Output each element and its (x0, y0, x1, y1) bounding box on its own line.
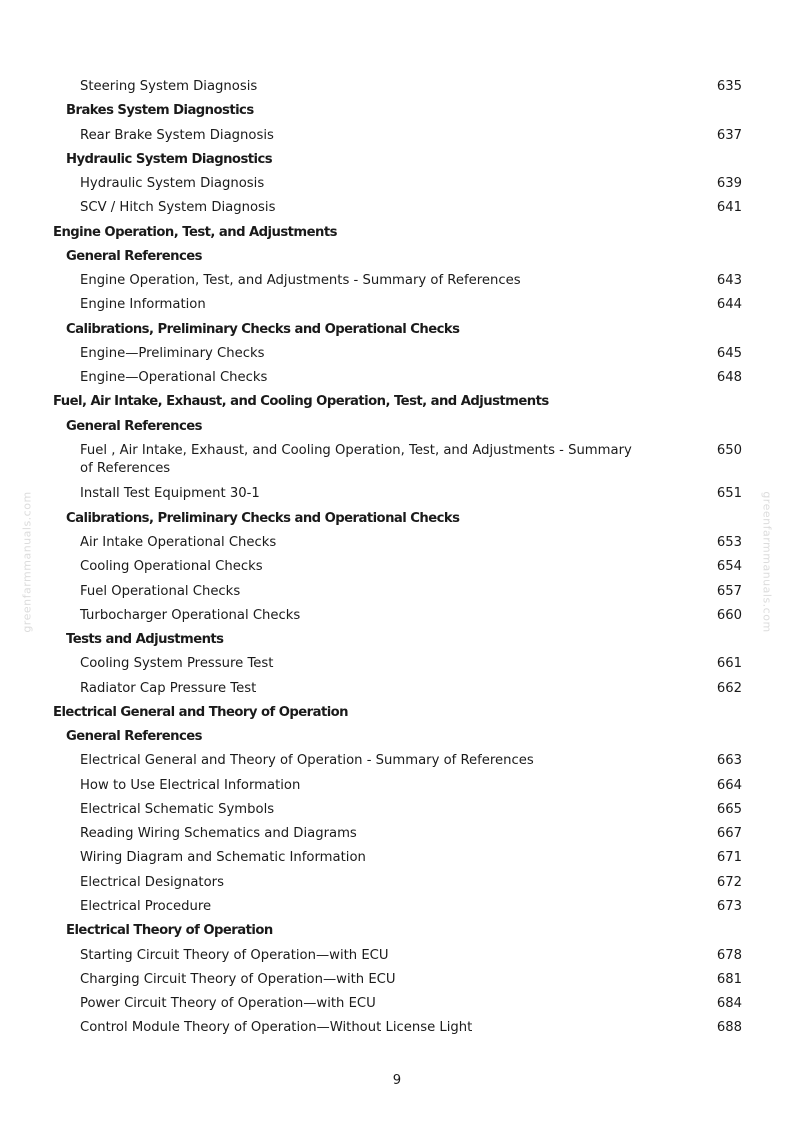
toc-entry[interactable] (0, 172, 794, 196)
toc-entry-page: 657 (716, 583, 742, 599)
toc-entry[interactable] (0, 293, 794, 317)
toc-entry-title: Tests and Adjustments (66, 632, 224, 648)
toc-entry-title: Electrical General and Theory of Operation (53, 704, 349, 720)
toc-entry-page: 645 (716, 345, 742, 361)
toc-entry-page: 653 (716, 535, 742, 551)
toc-entry-page: 684 (716, 996, 742, 1012)
toc-entry-page: 673 (716, 899, 742, 914)
toc-subsection-heading[interactable] (0, 919, 794, 943)
table-of-contents (0, 75, 794, 1041)
toc-entry[interactable] (0, 968, 794, 992)
toc-entry-title: Wiring Diagram and Schematic Information (80, 850, 366, 866)
toc-entry-page: 665 (716, 801, 742, 817)
toc-entry-page: 678 (716, 947, 742, 963)
toc-subsection-heading[interactable] (0, 99, 794, 123)
toc-entry-page: 661 (716, 656, 742, 672)
toc-section-heading[interactable] (0, 221, 794, 245)
toc-entry-title: Starting Circuit Theory of Operation—with ECU (80, 947, 389, 963)
toc-entry[interactable] (0, 944, 794, 968)
toc-entry-title: Control Module Theory of Operation—Without License Light (80, 1020, 473, 1036)
toc-entry-title: Engine Information (80, 297, 206, 313)
toc-entry-title: Engine Operation, Test, and Adjustments (53, 224, 337, 240)
toc-entry-title: Radiator Cap Pressure Test (80, 680, 257, 696)
toc-entry-page: 651 (716, 486, 742, 502)
watermark-right: greenfarmmanuals.com (760, 491, 774, 633)
toc-entry[interactable] (0, 439, 794, 483)
toc-entry[interactable] (0, 196, 794, 220)
toc-entry[interactable] (0, 652, 794, 676)
toc-entry-title: Electrical Schematic Symbols (80, 801, 275, 817)
toc-entry-page: 664 (716, 777, 742, 793)
toc-subsection-heading[interactable] (0, 628, 794, 652)
toc-entry-page: 667 (716, 826, 742, 842)
toc-entry[interactable] (0, 124, 794, 148)
toc-entry[interactable] (0, 846, 794, 870)
toc-subsection-heading[interactable] (0, 318, 794, 342)
toc-entry-page: 672 (716, 874, 742, 890)
toc-entry-page: 660 (716, 607, 742, 623)
toc-entry-title: Electrical Procedure (80, 899, 212, 914)
toc-subsection-heading[interactable] (0, 245, 794, 269)
watermark-left: greenfarmmanuals.com (20, 491, 34, 633)
toc-section-heading[interactable] (0, 390, 794, 414)
toc-entry-page: 641 (716, 200, 742, 216)
toc-entry[interactable] (0, 269, 794, 293)
page-number: 9 (392, 1073, 402, 1088)
toc-entry[interactable] (0, 992, 794, 1016)
toc-entry-page: 663 (716, 753, 742, 769)
toc-entry-page: 671 (716, 850, 742, 866)
toc-entry[interactable] (0, 749, 794, 773)
toc-subsection-heading[interactable] (0, 725, 794, 749)
toc-entry[interactable] (0, 366, 794, 390)
toc-entry-page: 681 (716, 971, 742, 987)
toc-entry-title: Hydraulic System Diagnostics (66, 151, 273, 167)
toc-entry-page: 650 (716, 442, 742, 458)
toc-entry-page: 635 (716, 79, 742, 94)
toc-entry-title: Install Test Equipment 30-1 (80, 486, 260, 502)
toc-entry-title: General References (66, 729, 202, 745)
toc-entry-title: Electrical Theory of Operation (66, 923, 273, 939)
toc-entry[interactable] (0, 482, 794, 506)
toc-entry-page: 639 (716, 176, 742, 192)
toc-entry-title: Reading Wiring Schematics and Diagrams (80, 826, 357, 842)
toc-entry[interactable] (0, 531, 794, 555)
toc-entry-title: Fuel , Air Intake, Exhaust, and Cooling Operation, Test, and Adjustments - Summary of References (80, 442, 632, 476)
toc-entry-title: Electrical Designators (80, 874, 224, 890)
toc-entry-page: 654 (716, 559, 742, 575)
toc-entry-page: 662 (716, 680, 742, 696)
toc-subsection-heading[interactable] (0, 415, 794, 439)
toc-entry-title: Electrical General and Theory of Operation - Summary of References (80, 753, 534, 769)
toc-entry[interactable] (0, 774, 794, 798)
toc-entry[interactable] (0, 677, 794, 701)
toc-entry[interactable] (0, 1016, 794, 1040)
toc-entry[interactable] (0, 895, 794, 919)
toc-entry-title: Brakes System Diagnostics (66, 103, 254, 119)
toc-entry-title: Calibrations, Preliminary Checks and Operational Checks (66, 321, 460, 337)
toc-entry[interactable] (0, 798, 794, 822)
toc-entry-title: Charging Circuit Theory of Operation—with ECU (80, 971, 396, 987)
toc-entry-page: 637 (716, 127, 742, 143)
toc-entry-title: SCV / Hitch System Diagnosis (80, 200, 276, 216)
toc-entry-page: 648 (716, 370, 742, 386)
toc-entry-title: Steering System Diagnosis (80, 79, 258, 94)
toc-entry-title: Engine Operation, Test, and Adjustments - Summary of References (80, 273, 521, 289)
toc-entry-title: Calibrations, Preliminary Checks and Operational Checks (66, 510, 460, 526)
toc-entry-title: General References (66, 418, 202, 434)
toc-entry-title: Cooling System Pressure Test (80, 656, 274, 672)
toc-entry-title: Air Intake Operational Checks (80, 535, 277, 551)
toc-entry-title: General References (66, 248, 202, 264)
toc-entry-title: Cooling Operational Checks (80, 559, 263, 575)
toc-entry-title: Power Circuit Theory of Operation—with ECU (80, 996, 376, 1012)
toc-section-heading[interactable] (0, 701, 794, 725)
toc-entry-title: Rear Brake System Diagnosis (80, 127, 274, 143)
toc-subsection-heading[interactable] (0, 507, 794, 531)
toc-entry-title: Fuel Operational Checks (80, 583, 241, 599)
toc-subsection-heading[interactable] (0, 148, 794, 172)
toc-entry-title: Fuel, Air Intake, Exhaust, and Cooling Operation, Test, and Adjustments (53, 394, 549, 410)
toc-entry[interactable] (0, 342, 794, 366)
toc-entry[interactable] (0, 555, 794, 579)
toc-entry-title: Engine—Preliminary Checks (80, 345, 265, 361)
toc-entry-page: 688 (716, 1020, 742, 1036)
toc-entry[interactable] (0, 580, 794, 604)
toc-entry-title: How to Use Electrical Information (80, 777, 301, 793)
toc-entry-title: Engine—Operational Checks (80, 370, 268, 386)
toc-entry[interactable] (0, 75, 794, 99)
toc-entry[interactable] (0, 871, 794, 895)
toc-entry-title: Hydraulic System Diagnosis (80, 176, 265, 192)
toc-entry-page: 643 (716, 273, 742, 289)
toc-entry[interactable] (0, 822, 794, 846)
toc-entry-page: 644 (716, 297, 742, 313)
toc-entry-title: Turbocharger Operational Checks (80, 607, 301, 623)
toc-entry[interactable] (0, 604, 794, 628)
